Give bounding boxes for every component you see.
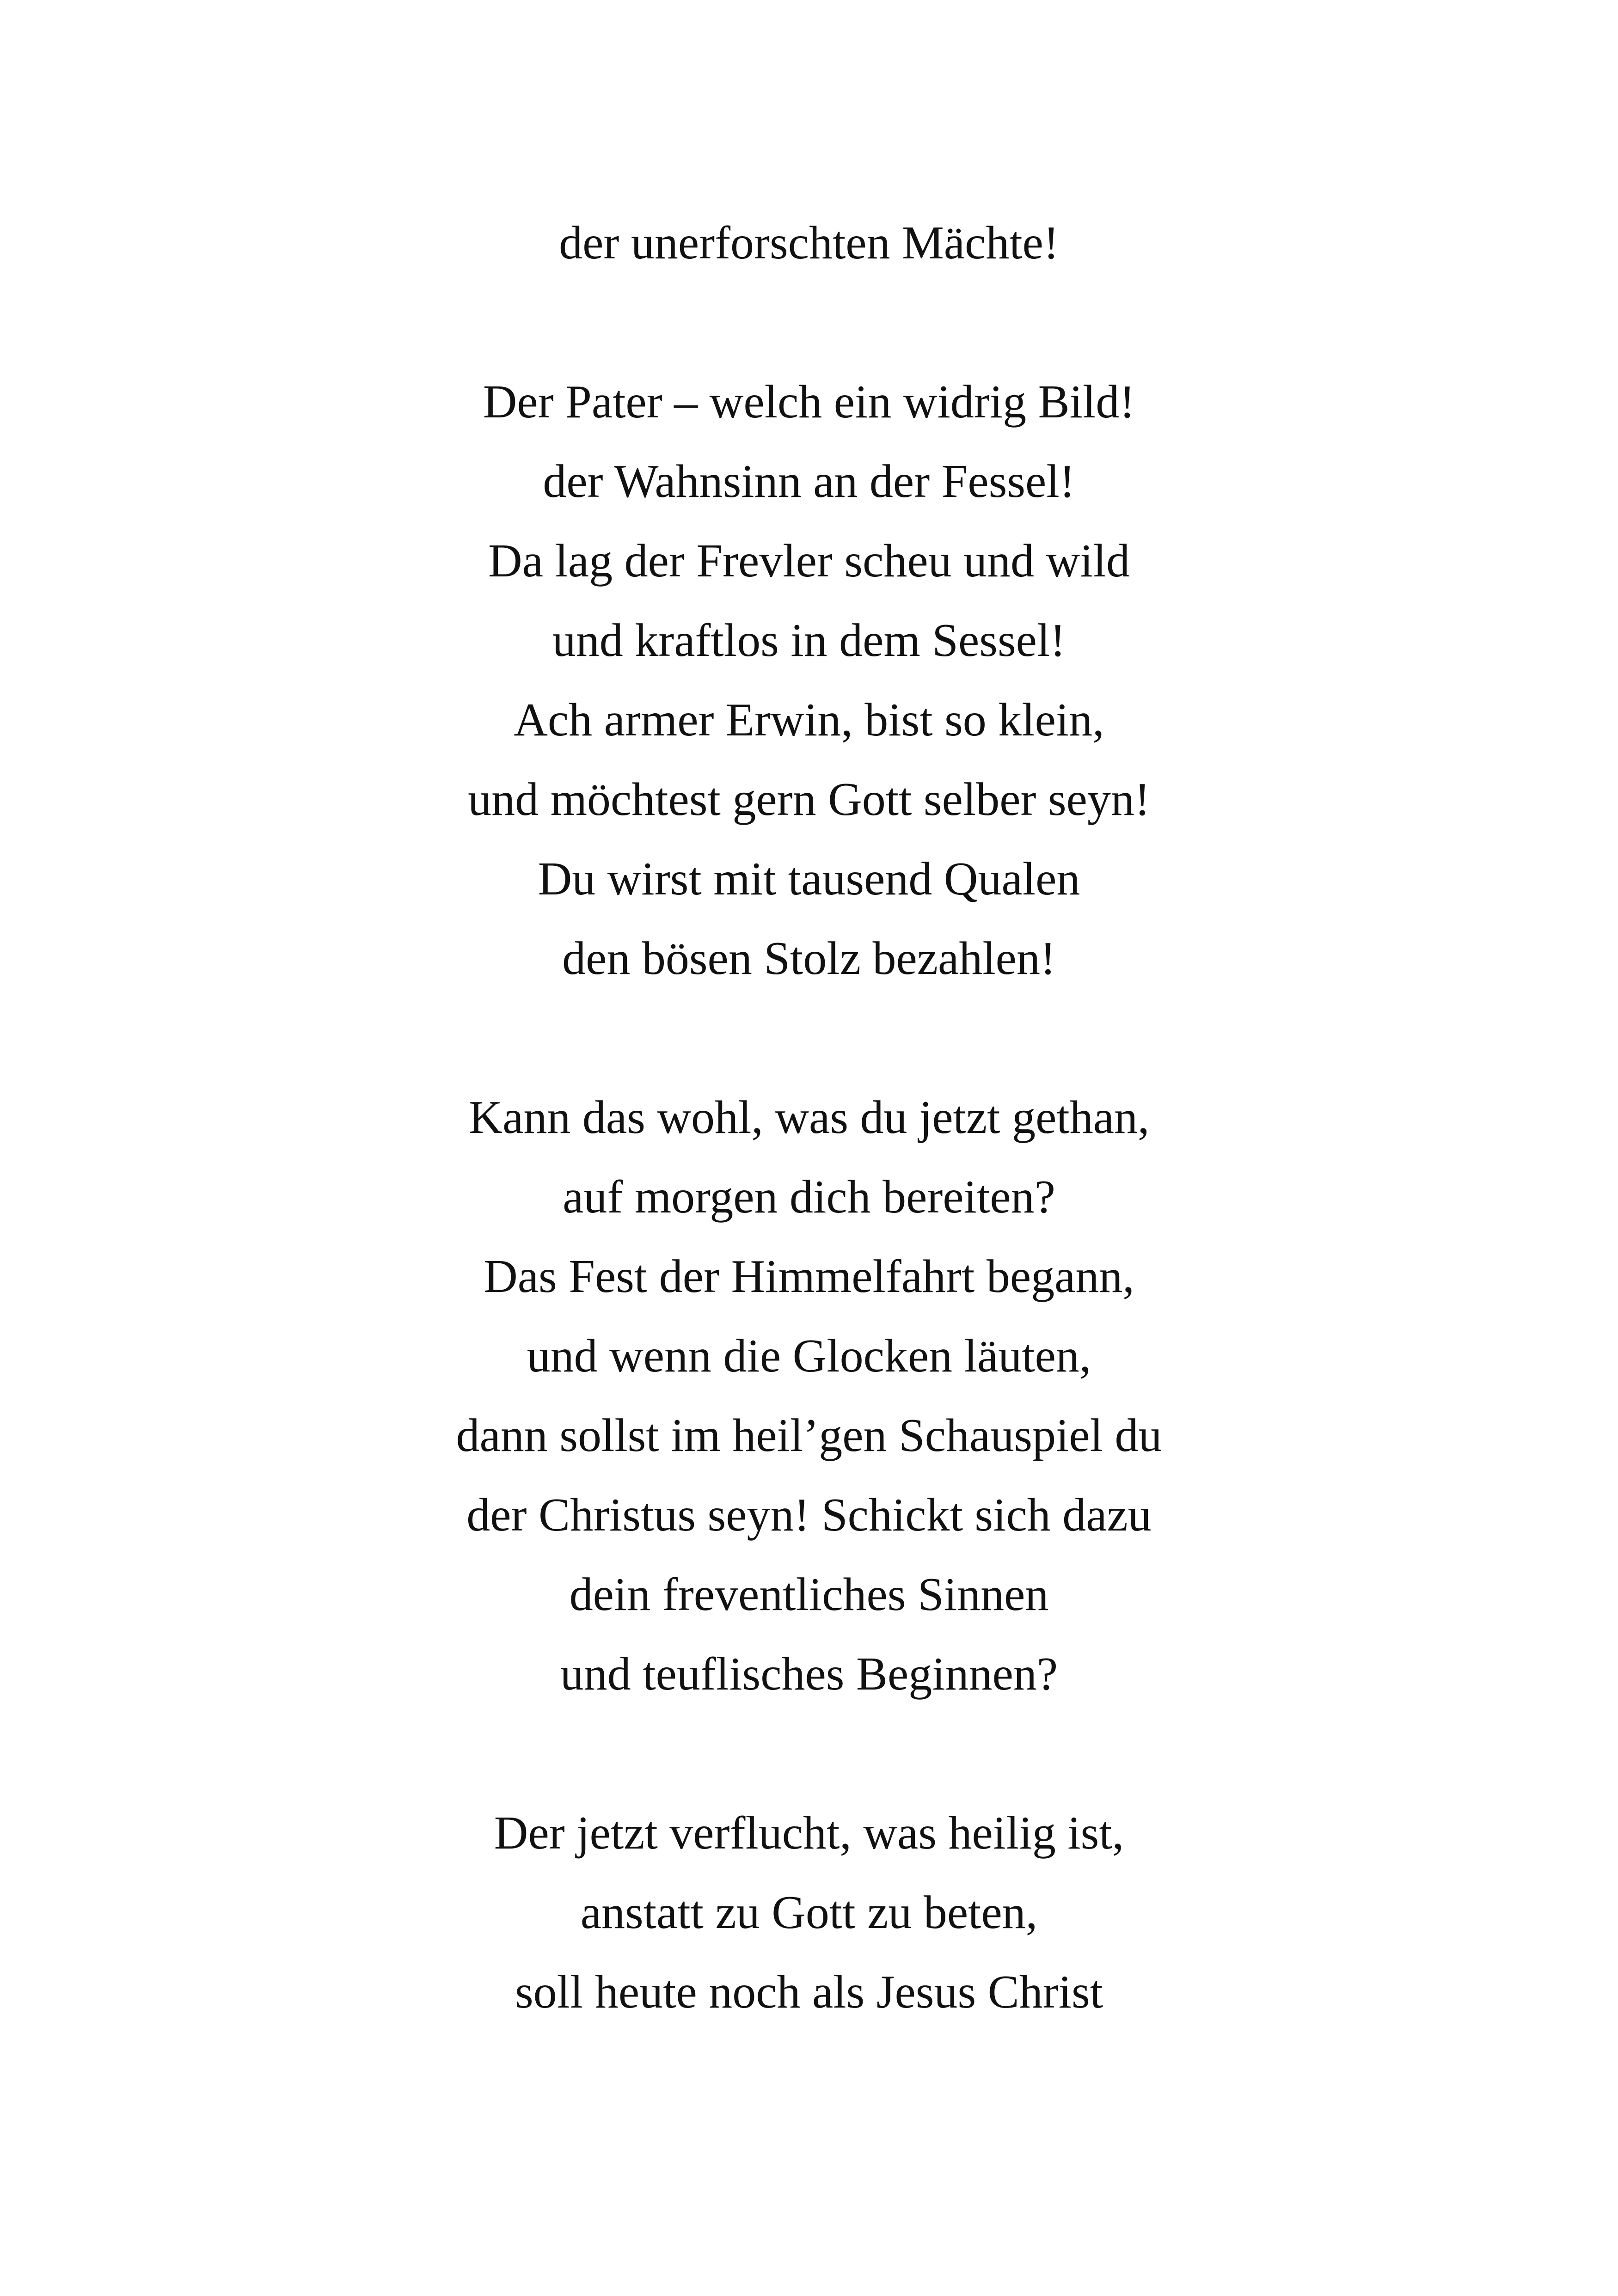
- poem-line: und möchtest gern Gott selber seyn!: [468, 773, 1150, 826]
- poem-line: der Christus seyn! Schickt sich dazu: [466, 1489, 1152, 1541]
- poem-line: Du wirst mit tausend Qualen: [538, 853, 1080, 905]
- poem-line: der Wahnsinn an der Fessel!: [543, 455, 1075, 508]
- poem-line: Da lag der Frevler scheu und wild: [488, 535, 1130, 587]
- poem-line: Das Fest der Himmelfahrt begann,: [484, 1250, 1134, 1303]
- poem-line: Der jetzt verflucht, was heilig ist,: [494, 1807, 1124, 1859]
- poem-line: den bösen Stolz bezahlen!: [562, 932, 1056, 985]
- poem-line: auf morgen dich bereiten?: [563, 1171, 1055, 1223]
- poem-line: der unerforschten Mächte!: [559, 217, 1059, 269]
- poem-line: soll heute noch als Jesus Christ: [515, 1966, 1103, 2018]
- poem-line: und kraftlos in dem Sessel!: [552, 614, 1066, 667]
- poem-line: dein freventliches Sinnen: [569, 1568, 1049, 1621]
- poem-line: Der Pater – welch ein widrig Bild!: [483, 376, 1135, 428]
- stanza-gap: [0, 1714, 1618, 1794]
- stanza-gap: [0, 283, 1618, 362]
- poem-text: [0, 203, 1618, 2032]
- poem-line: und wenn die Glocken läuten,: [527, 1330, 1091, 1382]
- poem-line: Kann das wohl, was du jetzt gethan,: [468, 1091, 1150, 1144]
- stanza-gap: [0, 998, 1618, 1078]
- poem-line: und teuflisches Beginnen?: [560, 1648, 1058, 1700]
- poem-line: anstatt zu Gott zu beten,: [580, 1886, 1038, 1939]
- poem-line: Ach armer Erwin, bist so klein,: [514, 694, 1104, 746]
- poem-line: dann sollst im heil’gen Schauspiel du: [456, 1409, 1162, 1462]
